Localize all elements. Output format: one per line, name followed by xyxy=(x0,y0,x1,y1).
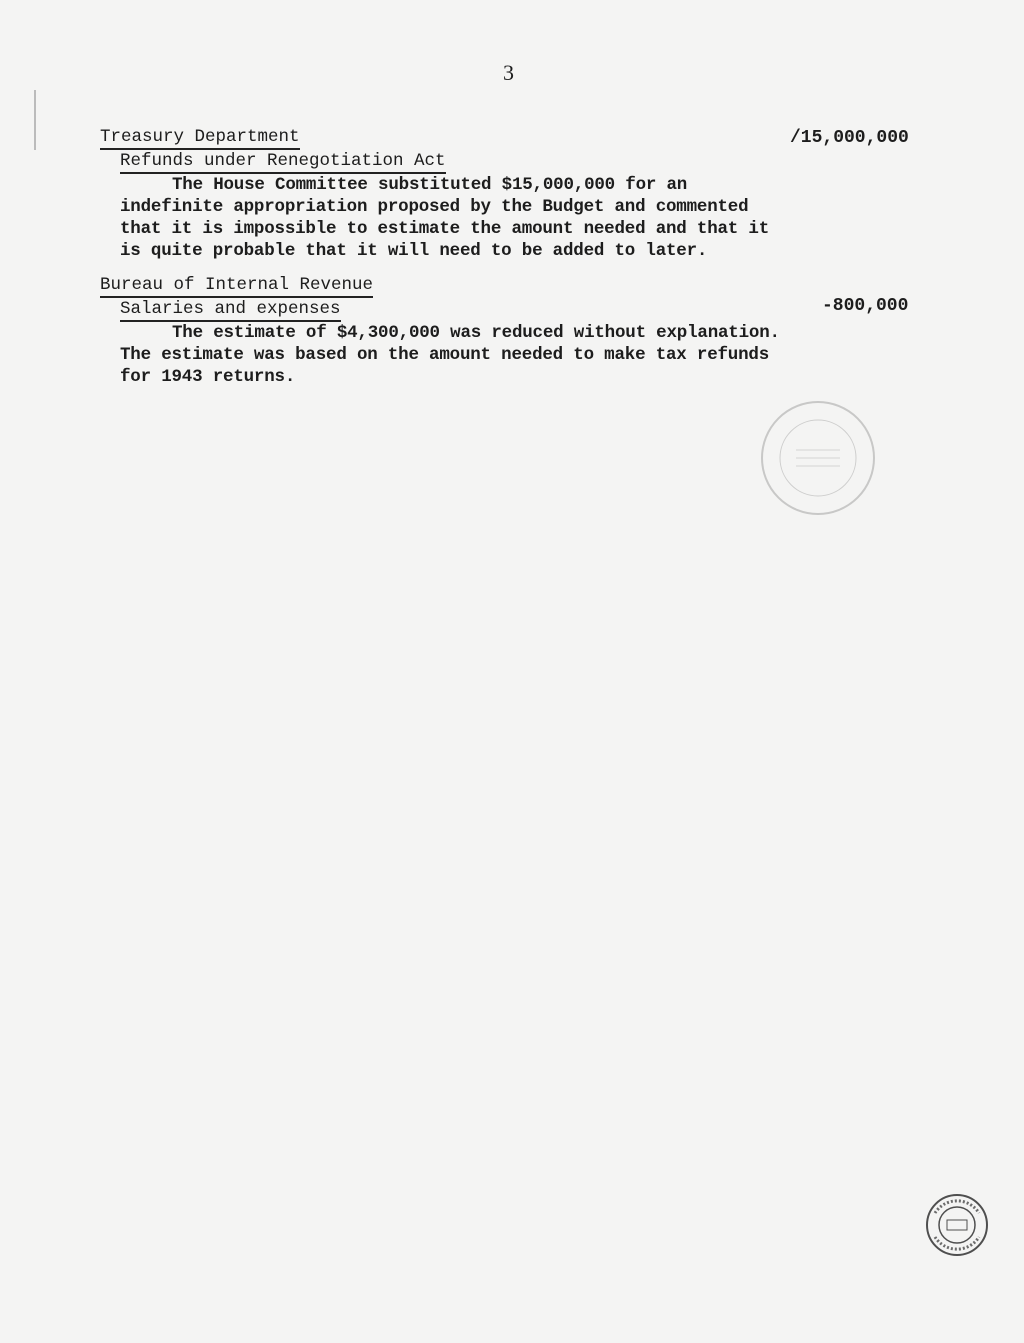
nara-stamp-icon xyxy=(925,1193,989,1257)
section-heading: Bureau of Internal Revenue xyxy=(100,274,373,298)
section-treasury xyxy=(100,126,800,262)
section-subheading: Refunds under Renegotiation Act xyxy=(120,150,446,174)
section-internal-revenue xyxy=(100,274,800,388)
margin-mark xyxy=(34,90,36,150)
library-seal-icon xyxy=(758,398,878,518)
page-number: 3 xyxy=(503,60,514,85)
section-heading: Treasury Department xyxy=(100,126,300,150)
section-body-text: The House Committee substituted $15,000,000 for an indefinite appropriation proposed by the Budget and commented that it is impossible to estimate the amount needed and that it is quite probable that it will need to be added to later. xyxy=(120,175,770,261)
section-subheading: Salaries and expenses xyxy=(120,298,341,322)
amount-treasury: /15,000,000 xyxy=(790,128,909,148)
amount-internal-revenue: -800,000 xyxy=(822,296,909,316)
section-body-text: The estimate of $4,300,000 was reduced without explanation. The estimate was based on the amount needed to make tax refunds for 1943 returns. xyxy=(120,323,780,387)
